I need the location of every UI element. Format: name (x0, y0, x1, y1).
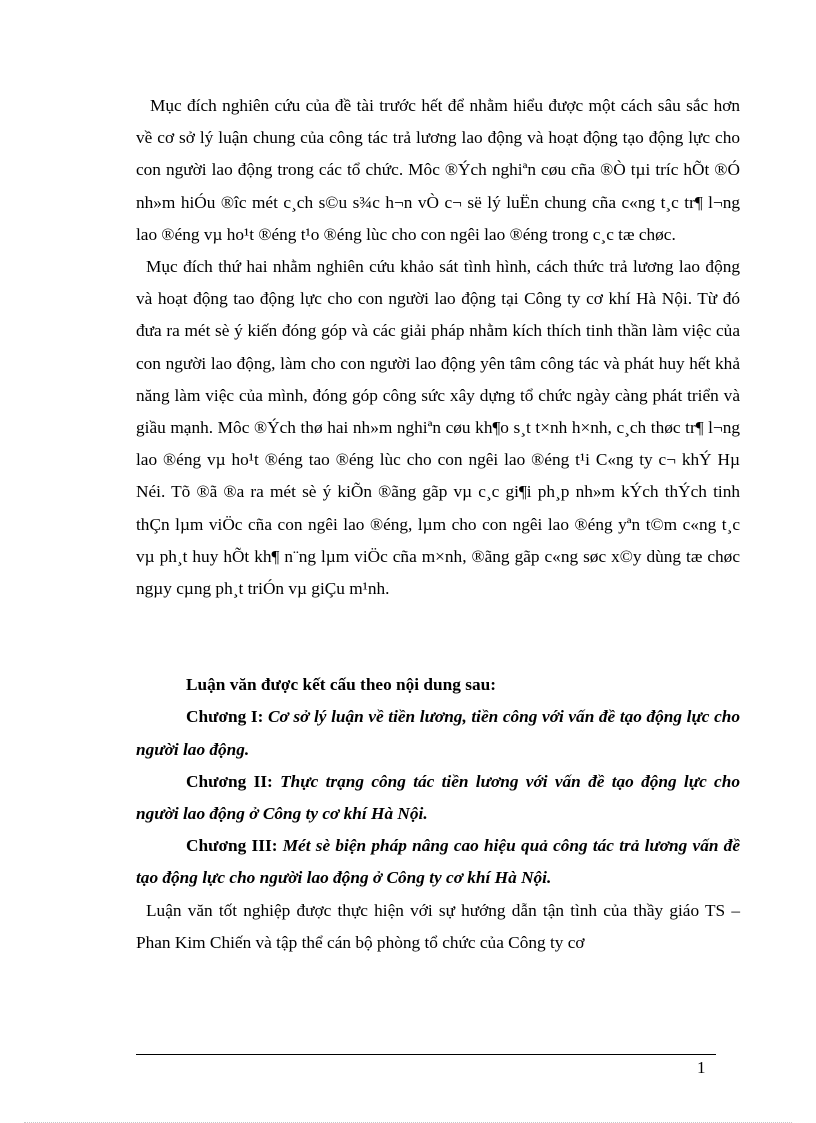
footer-divider (136, 1054, 716, 1055)
chapter-3-title: Mét sè biện pháp nâng cao hiệu quả công tác trả lương vấn đề tạo động lực cho người lao động ở Công ty cơ khí Hà Nội. (136, 836, 740, 888)
document-body (136, 90, 740, 959)
chapter-2 (136, 766, 740, 830)
paragraph-research-purpose-2: Mục đích thứ hai nhằm nghiên cứu khảo sát tình hình, cách thức trả lương lao động và hoạt động tao động lực cho con người lao động tại Công ty cơ khí Hà Nội. Từ đó đưa ra mét sè ý kiến đóng góp và các giải pháp nhằm kích thích tinh thần làm việc của con người lao động, làm cho con người lao động yên tâm công tác và phát huy hết khả năng làm việc của mình, đóng góp công sức xây dựng tổ chức ngày càng phát triển và giầu mạnh. Môc ®Ých thø hai nh»m nghiªn cøu kh¶o s¸t t×nh h×nh, c¸ch thøc tr¶ l¬ng lao ®éng vµ ho¹t ®éng tao ®éng lùc cho con ngêi lao ®éng t¹i C«ng ty c¬ khÝ Hµ Néi. Tõ ®ã ®a ra mét sè ý kiÕn ®ãng gãp vµ c¸c gi¶i ph¸p nh»m kÝch thÝch tinh thÇn lµm viÖc cña con ngêi lao ®éng, lµm cho con ngêi lao ®éng yªn t©m c«ng t¸c vµ ph¸t huy hÕt kh¶ n¨ng lµm viÖc cña m×nh, ®ãng gãp c«ng søc x©y dùng tæ chøc ngµy cµng ph¸t triÓn vµ giÇu m¹nh. (136, 257, 740, 599)
chapter-2-label: Chương II: (186, 771, 273, 791)
page-number: 1 (697, 1058, 706, 1077)
structure-heading: Luận văn được kết cấu theo nội dung sau: (186, 675, 496, 695)
paragraph-spacer (136, 605, 740, 669)
paragraph-acknowledgement: Luận văn tốt nghiệp được thực hiện với sự hướng dẫn tận tình của thầy giáo TS – Phan Kim Chiến và tập thể cán bộ phòng tổ chức của Công ty cơ (136, 900, 740, 952)
chapter-1-label: Chương I: (186, 707, 264, 727)
chapter-2-title: Thực trạng công tác tiền lương với vấn đề tạo động lực cho người lao động ở Công ty cơ khí Hà Nội. (136, 771, 740, 824)
chapter-1 (136, 701, 740, 765)
paragraph-research-purpose-1: Mục đích nghiên cứu của đề tài trước hết để nhằm hiểu được một cách sâu sắc hơn về cơ sở lý luận chung của công tác trả lương lao động và hoạt động tạo động lực cho con người lao động trong các tổ chức. Môc ®Ých nghiªn cøu cña ®Ò tµi tríc hÕt ®Ó nh»m hiÓu ®îc mét c¸ch s©u s¾c h¬n vÒ c¬ së lý luËn chung cña c«ng t¸c tr¶ l¬ng lao ®éng vµ ho¹t ®éng t¹o ®éng lùc cho con ngêi lao ®éng trong c¸c tæ chøc. (136, 96, 740, 244)
chapter-3-label: Chương III: (186, 836, 278, 856)
chapter-3 (136, 830, 740, 894)
chapter-1-title: Cơ sở lý luận về tiền lương, tiền công với vấn đề tạo động lực cho người lao động. (136, 707, 740, 759)
